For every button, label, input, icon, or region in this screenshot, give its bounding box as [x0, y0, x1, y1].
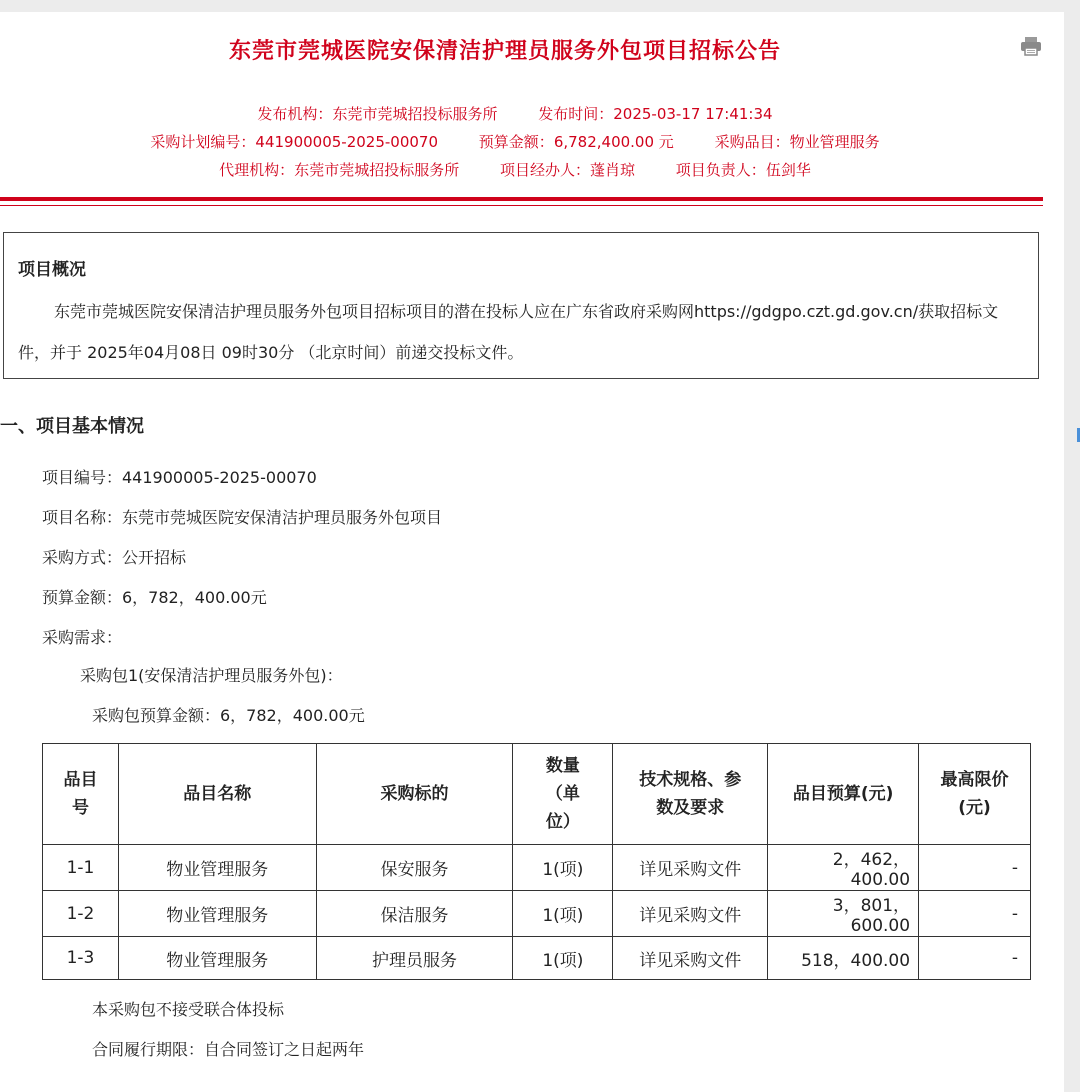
meta-line-2 — [0, 131, 1030, 152]
header-spec: 技术规格、参 数及要求 — [613, 744, 768, 845]
package-name: 采购包1(安保清洁护理员服务外包)： — [80, 666, 343, 685]
budget: 预算金额：6,782,400.00 元 — [478, 133, 674, 151]
header-max-price: 最高限价 (元) — [919, 744, 1031, 845]
items-table — [42, 743, 1031, 980]
table-row: 1-2 物业管理服务 保洁服务 1(项) 详见采购文件 3，801，600.00 - — [43, 891, 1031, 937]
handler: 项目经办人：蓬肖琼 — [499, 161, 636, 179]
header-item-name: 品目名称 — [118, 744, 316, 845]
package-budget: 采购包预算金额：6，782，400.00元 — [92, 706, 365, 725]
procurement-method: 采购方式：公开招标 — [42, 548, 187, 567]
header-quantity: 数量 （单 位） — [513, 744, 613, 845]
manager: 项目负责人：伍剑华 — [675, 161, 811, 179]
agency: 代理机构：东莞市莞城招投标服务所 — [219, 161, 460, 179]
meta-line-3 — [0, 159, 1030, 180]
overview-box — [3, 232, 1039, 379]
header-subject: 采购标的 — [316, 744, 513, 845]
category: 采购品目：物业管理服务 — [714, 133, 880, 151]
overview-text: 东莞市莞城医院安保清洁护理员服务外包项目招标项目的潜在投标人应在广东省政府采购网https://gdgpo.czt.gd.gov.cn/获取招标文件，并于 2025年04月08日 09时30分 （北京时间）前递交投标文件。 — [18, 302, 999, 362]
contract-term: 合同履行期限：自合同签订之日起两年 — [92, 1040, 365, 1059]
divider-thick — [0, 197, 1043, 201]
overview-title: 项目概况 — [18, 260, 86, 280]
publish-time: 发布时间：2025-03-17 17:41:34 — [538, 105, 773, 123]
section-title-basic: 一、项目基本情况 — [0, 416, 144, 437]
consortium-note: 本采购包不接受联合体投标 — [92, 1000, 285, 1019]
meta-line-1 — [0, 103, 1030, 124]
plan-no: 采购计划编号：441900005-2025-00070 — [150, 133, 439, 151]
header-budget: 品目预算(元) — [768, 744, 919, 845]
publisher: 发布机构：东莞市莞城招投标服务所 — [257, 105, 498, 123]
page-title: 东莞市莞城医院安保清洁护理员服务外包项目招标公告 — [228, 39, 781, 64]
table-row: 1-3 物业管理服务 护理员服务 1(项) 详见采购文件 518，400.00 - — [43, 937, 1031, 980]
printer-icon[interactable] — [1020, 36, 1042, 56]
table-header-row — [43, 744, 1031, 845]
project-name: 项目名称：东莞市莞城医院安保清洁护理员服务外包项目 — [42, 508, 443, 527]
project-budget: 预算金额：6，782，400.00元 — [42, 588, 267, 607]
table-row: 1-1 物业管理服务 保安服务 1(项) 详见采购文件 2，462，400.00 - — [43, 845, 1031, 891]
procurement-requirement: 采购需求： — [42, 628, 123, 647]
header-item-no: 品目 号 — [43, 744, 119, 845]
project-no: 项目编号：441900005-2025-00070 — [42, 468, 317, 487]
announcement-page — [0, 12, 1064, 1092]
divider-thin — [0, 205, 1043, 206]
